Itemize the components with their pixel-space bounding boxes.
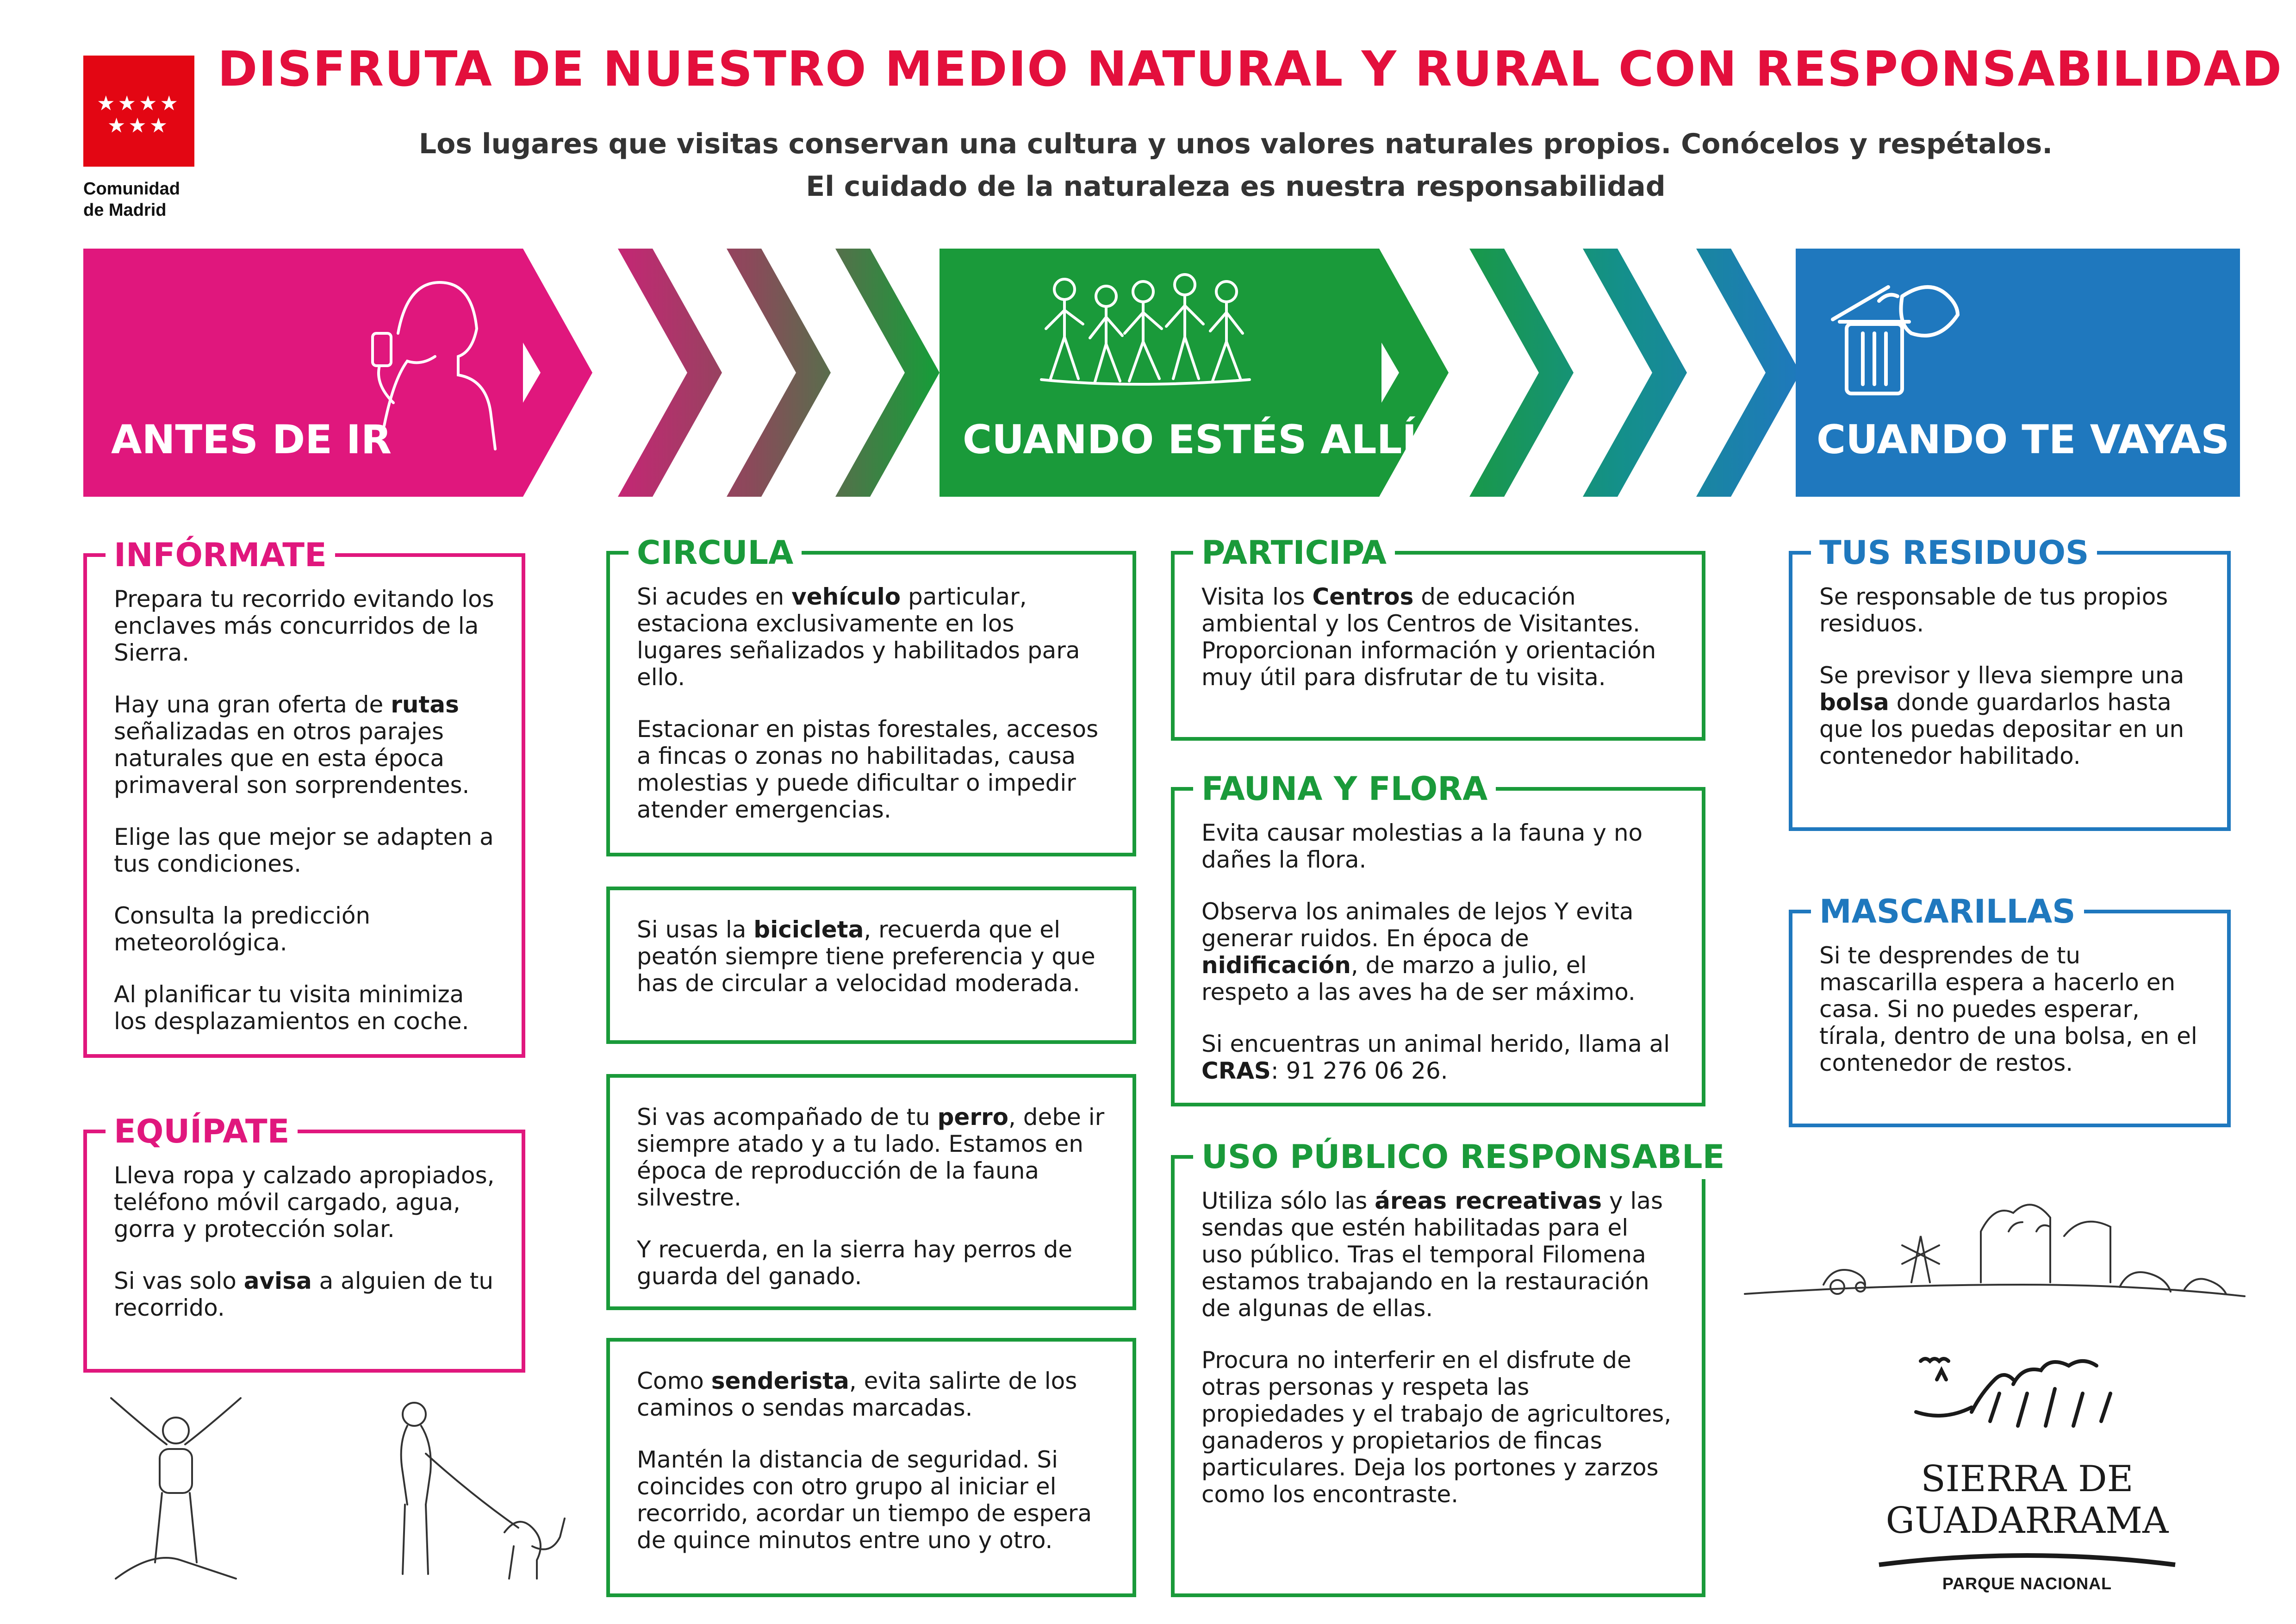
sierra-guadarrama-name bbox=[1842, 1458, 2212, 1542]
page-subtitle bbox=[278, 123, 2194, 208]
park-name-line1: SIERRA DE bbox=[1921, 1458, 2134, 1500]
residuos-title: TUS RESIDUOS bbox=[1811, 531, 2097, 575]
senderista-card bbox=[606, 1338, 1136, 1597]
uso-p1: Utiliza sólo las áreas recreativas y las sendas que estén habilitadas para el uso público. Tras el temporal Filomena estamos trabajando en la restauración de algunas de ellas. bbox=[1201, 1187, 1663, 1322]
equipate-title: EQUÍPATE bbox=[106, 1109, 298, 1154]
perro-p2: Y recuerda, en la sierra hay perros de guarda del ganado. bbox=[637, 1236, 1073, 1290]
park-logo-underline bbox=[1874, 1544, 2180, 1572]
chevron-6-icon bbox=[1696, 249, 1800, 497]
logo-stars-icon: ★★★★ ★★★ bbox=[97, 92, 181, 137]
residuos-p2: Se previsor y lleva siempre una bolsa donde guardarlos hasta que los puedas depositar en un contenedor habilitado. bbox=[1819, 662, 2184, 769]
circula-card bbox=[606, 534, 1136, 856]
rural-landscape-icon bbox=[1740, 1176, 2249, 1305]
residuos-p1: Se responsable de tus propios residuos. bbox=[1819, 583, 2168, 637]
subtitle-line2: El cuidado de la naturaleza es nuestra responsabilidad bbox=[806, 170, 1666, 203]
stages-band bbox=[0, 241, 2296, 505]
bicicleta-card bbox=[606, 887, 1136, 1044]
walker-dog-icon bbox=[380, 1393, 574, 1588]
stage-during-label: CUANDO ESTÉS ALLÍ bbox=[963, 417, 1417, 463]
page-title: DISFRUTA DE NUESTRO MEDIO NATURAL Y RURAL CON RESPONSABILIDAD bbox=[218, 41, 2283, 97]
parque-nacional-label: PARQUE NACIONAL bbox=[1942, 1574, 2112, 1593]
chevron-4-icon bbox=[1469, 249, 1574, 497]
fauna-card bbox=[1171, 770, 1705, 1106]
uso-p2: Procura no interferir en el disfrute de otras personas y respeta las propiedades y el trabajo de agricultores, ganaderos y propietarios de fincas particulares. Deja los portones y zarzos como los encontraste. bbox=[1201, 1347, 1672, 1508]
logo-name-line2: de Madrid bbox=[83, 200, 167, 220]
uso-publico-title: USO PÚBLICO RESPONSABLE bbox=[1193, 1135, 1733, 1179]
senderista-p2: Mantén la distancia de seguridad. Si coincides con otro grupo al iniciar el recorrido, acordar un tiempo de espera de quince minutos entre uno y otro. bbox=[637, 1446, 1092, 1554]
subtitle-line1: Los lugares que visitas conservan una cultura y unos valores naturales propios. Conócelos y respétalos. bbox=[418, 128, 2053, 160]
uso-publico-card bbox=[1171, 1138, 1725, 1597]
park-name-line2: GUADARRAMA bbox=[1885, 1500, 2169, 1542]
informate-p4: Consulta la predicción meteorológica. bbox=[114, 902, 371, 956]
equipate-p2: Si vas solo avisa a alguien de tu recorrido. bbox=[114, 1268, 494, 1321]
mascarillas-title: MASCARILLAS bbox=[1811, 889, 2084, 934]
logo-text bbox=[83, 178, 222, 221]
fauna-p3: Si encuentras un animal herido, llama al CRAS: 91 276 06 26. bbox=[1201, 1031, 1670, 1084]
sierra-guadarrama-emblem-icon bbox=[1907, 1352, 2157, 1458]
informate-p1: Prepara tu recorrido evitando los enclaves más concurridos de la Sierra. bbox=[114, 586, 494, 666]
chevron-3-icon bbox=[835, 249, 940, 497]
logo-name-line1: Comunidad bbox=[83, 179, 180, 199]
informate-title: INFÓRMATE bbox=[106, 533, 335, 577]
participa-p1: Visita los Centros de educación ambiental y los Centros de Visitantes. Proporcionan información y orientación muy útil para disfrutar de tu visita. bbox=[1201, 583, 1656, 691]
equipate-p1: Lleva ropa y calzado apropiados, teléfono móvil cargado, agua, gorra y protección solar. bbox=[114, 1162, 495, 1243]
chevron-2-icon bbox=[727, 249, 831, 497]
informate-p5: Al planificar tu visita minimiza los desplazamientos en coche. bbox=[114, 981, 469, 1035]
participa-title: PARTICIPA bbox=[1193, 531, 1395, 575]
stage-before-label: ANTES DE IR bbox=[111, 417, 392, 463]
residuos-card bbox=[1789, 534, 2231, 831]
fauna-p2: Observa los animales de lejos Y evita generar ruidos. En época de nidificación, de marzo a julio, el respeto a las aves ha de ser máximo. bbox=[1201, 898, 1636, 1006]
informate-card bbox=[83, 536, 525, 1058]
senderista-p1: Como senderista, evita salirte de los caminos o sendas marcadas. bbox=[637, 1368, 1077, 1421]
perro-p1: Si vas acompañado de tu perro, debe ir siempre atado y a tu lado. Estamos en época de reproducción de la fauna silvestre. bbox=[637, 1104, 1105, 1211]
mascarillas-p1: Si te desprendes de tu mascarilla espera a hacerlo en casa. Si no puedes esperar, tírala, dentro de una bolsa, en el contenedor de restos. bbox=[1819, 942, 2197, 1076]
stage-after-label: CUANDO TE VAYAS bbox=[1817, 417, 2230, 463]
mascarillas-card bbox=[1789, 893, 2231, 1127]
chevron-1-icon bbox=[618, 249, 722, 497]
perro-card bbox=[606, 1074, 1136, 1310]
circula-p1: Si acudes en vehículo particular, estaciona exclusivamente en los lugares señalizados y habilitados para ello. bbox=[637, 583, 1080, 691]
equipate-card bbox=[83, 1112, 525, 1373]
fauna-p1: Evita causar molestias a la fauna y no dañes la flora. bbox=[1201, 819, 1643, 873]
chevron-5-icon bbox=[1583, 249, 1687, 497]
circula-p2: Estacionar en pistas forestales, accesos a fincas o zonas no habilitadas, causa molestias y puede dificultar o impedir atender emergencias. bbox=[637, 716, 1099, 823]
circula-title: CIRCULA bbox=[628, 531, 802, 575]
participa-card bbox=[1171, 534, 1705, 741]
fauna-title: FAUNA Y FLORA bbox=[1193, 767, 1496, 811]
informate-p2: Hay una gran oferta de rutas señalizadas en otros parajes naturales que en esta época primaveral son sorprendentes. bbox=[114, 691, 470, 799]
hiker-arms-up-icon bbox=[102, 1393, 250, 1588]
informate-p3: Elige las que mejor se adapten a tus condiciones. bbox=[114, 824, 494, 877]
bicicleta-p1: Si usas la bicicleta, recuerda que el peatón siempre tiene preferencia y que has de circular a velocidad moderada. bbox=[637, 916, 1095, 997]
